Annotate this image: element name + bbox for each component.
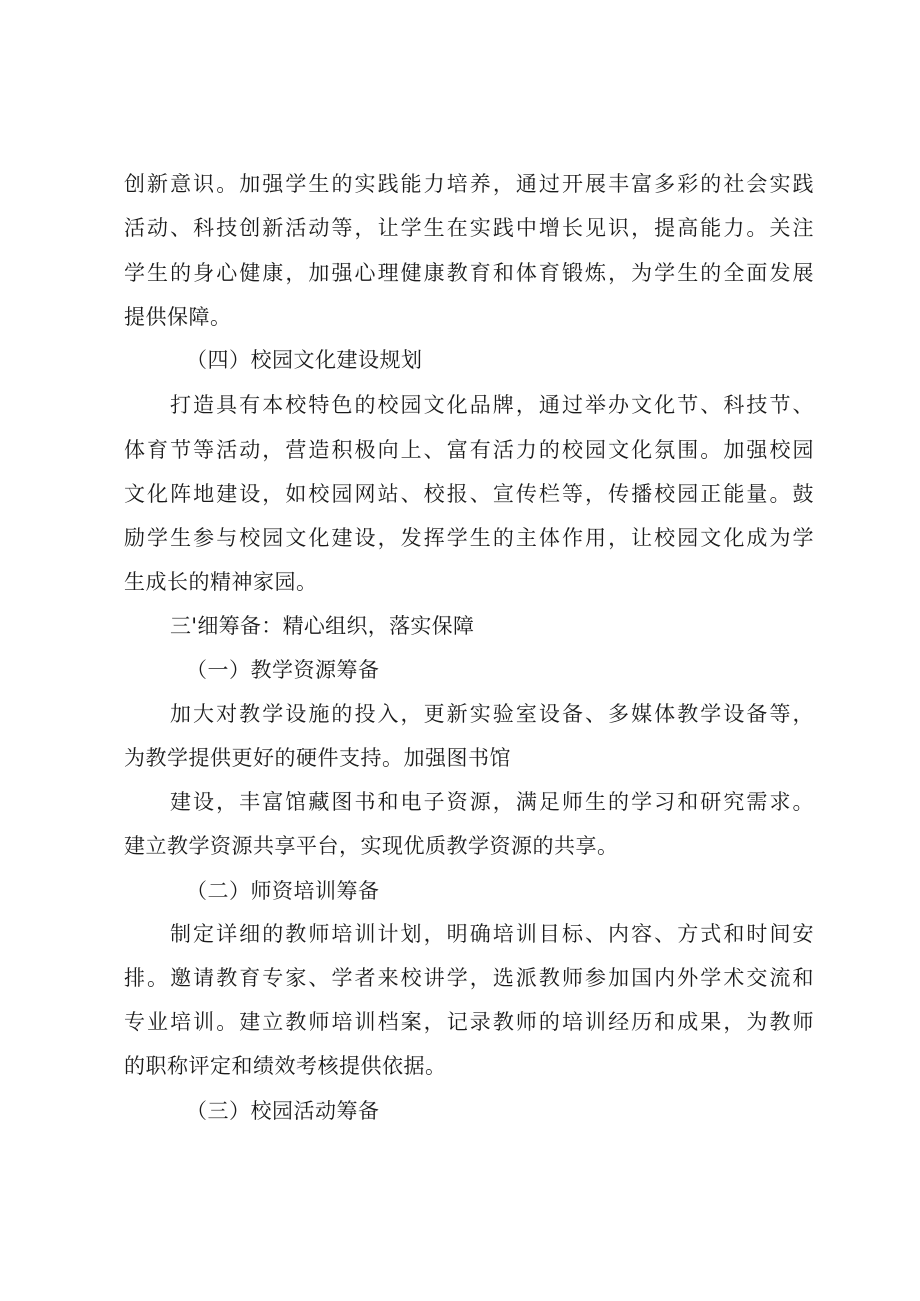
section-heading-preparation: 三'细筹备：精心组织，落实保障 [170, 614, 475, 638]
paragraph-1-line-4: 提供保障。 [124, 305, 232, 329]
subheading-school-culture: （四）校园文化建设规划 [186, 348, 423, 372]
paragraph-3-line-1: 加大对教学设施的投入，更新实验室设备、多媒体教学设备等， [170, 702, 814, 726]
paragraph-4-line-1: 建设，丰富馆藏图书和电子资源，满足师生的学习和研究需求。 [170, 790, 814, 814]
paragraph-2-line-4: 励学生参与校园文化建设，发挥学生的主体作用，让校园文化成为学 [124, 526, 814, 550]
paragraph-2-line-1: 打造具有本校特色的校园文化品牌，通过举办文化节、科技节、 [170, 393, 814, 417]
paragraph-1-line-1: 创新意识。加强学生的实践能力培养，通过开展丰富多彩的社会实践 [124, 172, 814, 196]
paragraph-1-line-3: 学生的身心健康，加强心理健康教育和体育锻炼，为学生的全面发展 [124, 261, 814, 285]
subheading-teacher-training: （二）师资培训筹备 [186, 879, 380, 903]
paragraph-5-line-4: 的职称评定和绩效考核提供依据。 [124, 1054, 447, 1078]
subheading-campus-activities: （三）校园活动筹备 [186, 1099, 380, 1123]
paragraph-5-line-2: 排。邀请教育专家、学者来校讲学，选派教师参加国内外学术交流和 [124, 966, 814, 990]
paragraph-3-line-2: 为教学提供更好的硬件支持。加强图书馆 [124, 746, 511, 770]
paragraph-5-line-3: 专业培训。建立教师培训档案，记录教师的培训经历和成果，为教师 [124, 1010, 814, 1034]
paragraph-1-line-2: 活动、科技创新活动等，让学生在实践中增长见识，提高能力。关注 [124, 216, 814, 240]
subheading-teaching-resources: （一）教学资源筹备 [186, 658, 380, 682]
paragraph-2-line-2: 体育节等活动，营造积极向上、富有活力的校园文化氛围。加强校园 [124, 438, 814, 462]
paragraph-2-line-5: 生成长的精神家园。 [124, 570, 318, 594]
paragraph-5-line-1: 制定详细的教师培训计划，明确培训目标、内容、方式和时间安 [170, 922, 814, 946]
paragraph-4-line-2: 建立教学资源共享平台，实现优质教学资源的共享。 [124, 834, 619, 858]
paragraph-2-line-3: 文化阵地建设，如校园网站、校报、宣传栏等，传播校园正能量。鼓 [124, 482, 814, 506]
